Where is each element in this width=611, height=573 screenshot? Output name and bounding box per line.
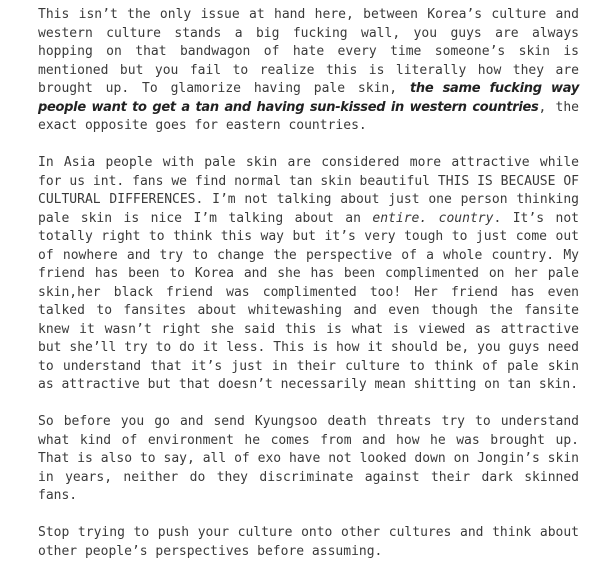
paragraph-2 [38, 154, 579, 395]
paragraph-3: So before you go and send Kyungsoo death threats try to understand what kind of environment he comes from and how he was brought up. That is also to say, all of exo have not looked down on Jongin’s skin in years, neither do they discriminate against their dark skinned fans. [38, 414, 579, 503]
paragraph-4: Stop trying to push your culture onto other cultures and think about other people’s perspectives before assuming. [38, 525, 579, 559]
paragraph-1 [38, 6, 579, 136]
paragraph-1-text-a: This isn’t the only issue at hand here, between Korea’s culture and western culture stands a big fucking wall, you guys are always hopping on that bandwagon of hate every time someone’s skin is mentioned but you fail to realize this is literally how they are brought up. To glamorize having pale skin, [38, 7, 579, 96]
post-body [38, 6, 579, 561]
paragraph-2-italic: entire. country [372, 210, 494, 226]
paragraph-1-text-b: , the exact opposite goes for eastern countries. [38, 99, 580, 133]
paragraph-2-text-b: . It’s not totally right to think this way but it’s very tough to just come out of nowhere and try to change the perspective of a whole country. My friend has been to Korea and she has been complimented on her pale skin,her black friend was complimented too! Her friend has even talked to fansites about whitewashing and even though the fansite knew it wasn’t right she said this is what is viewed as attractive but she’ll try to do it less. This is how it should be, you guys need to understand that it’s just in their culture to think of pale skin as attractive but that doesn’t necessarily mean shitting on tan skin. [38, 210, 579, 392]
paragraph-2-text-a: In Asia people with pale skin are considered more attractive while for us int. fans we find normal tan skin beautiful THIS IS BECAUSE OF CULTURAL DIFFERENCES. I’m not talking about just one person thinking pale skin is nice I’m talking about an [38, 155, 579, 226]
paragraph-1-emphasis: the same fucking way people want to get a tan and having sun-kissed in western countries [38, 81, 579, 115]
